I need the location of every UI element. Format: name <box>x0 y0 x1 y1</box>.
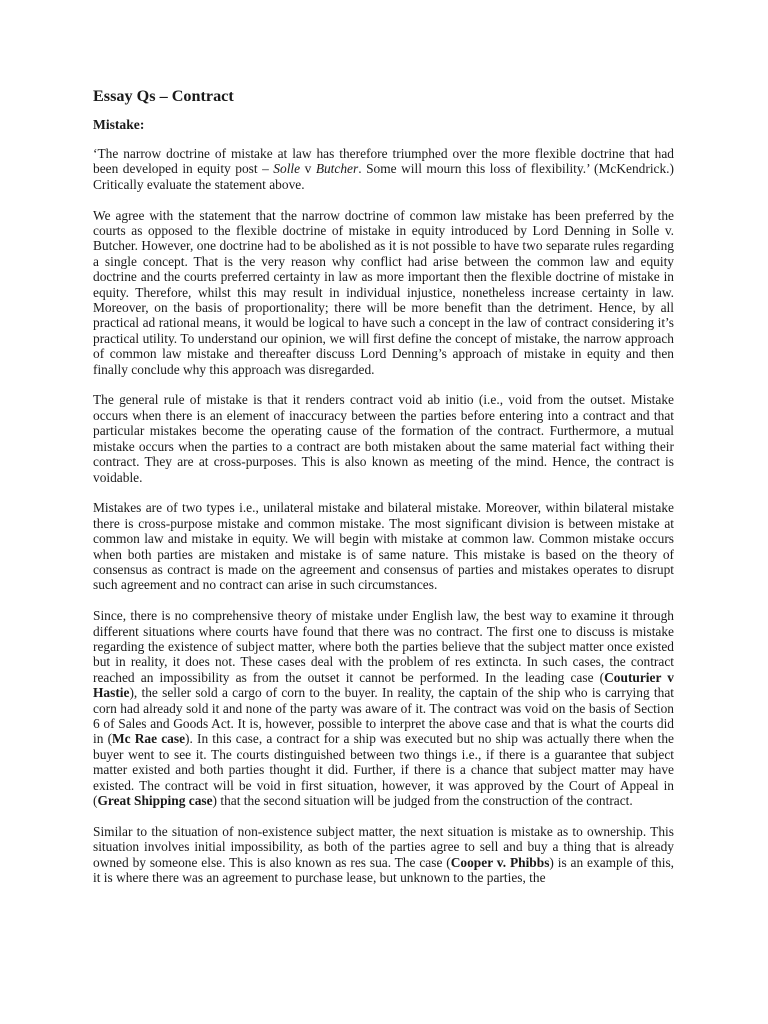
essay-question-paragraph <box>93 146 674 192</box>
body-paragraph: We agree with the statement that the narrow doctrine of common law mistake has been preferred by the courts as opposed to the flexible doctrine of mistake in equity introduced by Lord Denning in Solle v. Butcher. However, one doctrine had to be abolished as it is not possible to have two separate rules regarding a single concept. That is the very reason why conflict had arise between the common law and equity doctrine and the courts preferred certainty in law as more important then the flexible doctrine of mistake in equity. Therefore, whilst this may result in individual injustice, nonetheless increase certainty in law. Moreover, on the basis of proportionality; there will be more benefit than the detriment. Hence, by all practical ad rational means, it would be logical to have such a concept in the law of contract considering it’s practical utility. To understand our opinion, we will first define the concept of mistake, the narrow approach of common law mistake and thereafter discuss Lord Denning’s approach of mistake in equity and then finally conclude why this approach was disregarded. <box>93 207 674 377</box>
paragraph-text: Since, there is no comprehensive theory of mistake under English law, the best way to examine it through different situations where courts have found that there was no contract. The first one to discuss is mistake regarding the existence of subject matter, where both the parties believe that the subject matter once existed but in reality, it does not. These cases deal with the problem of res extincta. In such cases, the contract reached an impossibility as from the outset it cannot be performed. In the leading case ( <box>93 608 674 685</box>
document-page <box>93 86 674 901</box>
paragraph-text: v <box>300 161 316 177</box>
body-paragraph: Mistakes are of two types i.e., unilateral mistake and bilateral mistake. Moreover, within bilateral mistake there is cross-purpose mistake and common mistake. The most significant division is between mistake at common law and mistake in equity. We will begin with mistake at common law. Common mistake occurs when both parties are mistaken and mistake is of same nature. This mistake is based on the theory of consensus as contract is made on the agreement and consensus of parties and mistakes operates to disrupt such agreement and no contract can arise in such circumstances. <box>93 500 674 593</box>
document-title: Essay Qs – Contract <box>93 87 234 105</box>
paragraph-text: . Some will mourn this loss of flexibility.’ (McKendrick.) Critically evaluate the statement above. <box>93 161 674 192</box>
section-heading: Mistake: <box>93 117 145 132</box>
case-name: Couturier v Hastie <box>93 669 675 701</box>
paragraph-text: ) that the second situation will be judged from the construction of the contract. <box>212 793 633 808</box>
case-name: Mc Rae case <box>112 731 186 747</box>
body-paragraph <box>93 608 674 808</box>
body-paragraph <box>93 824 674 886</box>
case-name: Solle <box>273 161 301 177</box>
case-name: Great Shipping case <box>97 793 213 808</box>
paragraph-text: ), the seller sold a cargo of corn to the buyer. In reality, the captain of the ship who is carrying that corn had already sold it and none of the party was aware of it. The contract was void on the basis of Section 6 of Sales and Goods Act. It is, however, possible to interpret the above case and that is what the courts did in ( <box>93 685 674 747</box>
paragraph-text: ). In this case, a contract for a ship was executed but no ship was actually there when the buyer went to see it. The courts distinguished between two things i.e., if there is a guarantee that subject matter existed and both parties thought it did. Further, if there is a chance that subject matter may have existed. The contract will be void in first situation, however, it was approved by the Court of Appeal in ( <box>93 731 674 808</box>
paragraph-text: ‘The narrow doctrine of mistake at law has therefore triumphed over the more flexible doctrine that had been developed in equity post – <box>93 146 674 177</box>
paragraph-text: Similar to the situation of non-existence subject matter, the next situation is mistake as to ownership. This situation involves initial impossibility, as both of the parties agree to sell and buy a thing that is already owned by someone else. This is also known as res sua. The case ( <box>93 823 674 870</box>
paragraph-text: ) is an example of this, it is where there was an agreement to purchase lease, but unknown to the parties, the <box>93 854 674 886</box>
case-name: Cooper v. Phibbs <box>450 854 550 870</box>
body-paragraph: The general rule of mistake is that it renders contract void ab initio (i.e., void from the outset. Mistake occurs when there is an element of inaccuracy between the parties before entering into a contract and that particular mistakes become the operating cause of the formation of the contract. Furthermore, a mutual mistake occurs when the parties to a contract are both mistaken about the same material fact withing their contract. They are at cross-purposes. This is also known as meeting of the mind. Hence, the contract is voidable. <box>93 392 674 485</box>
case-name: Butcher <box>315 161 359 177</box>
